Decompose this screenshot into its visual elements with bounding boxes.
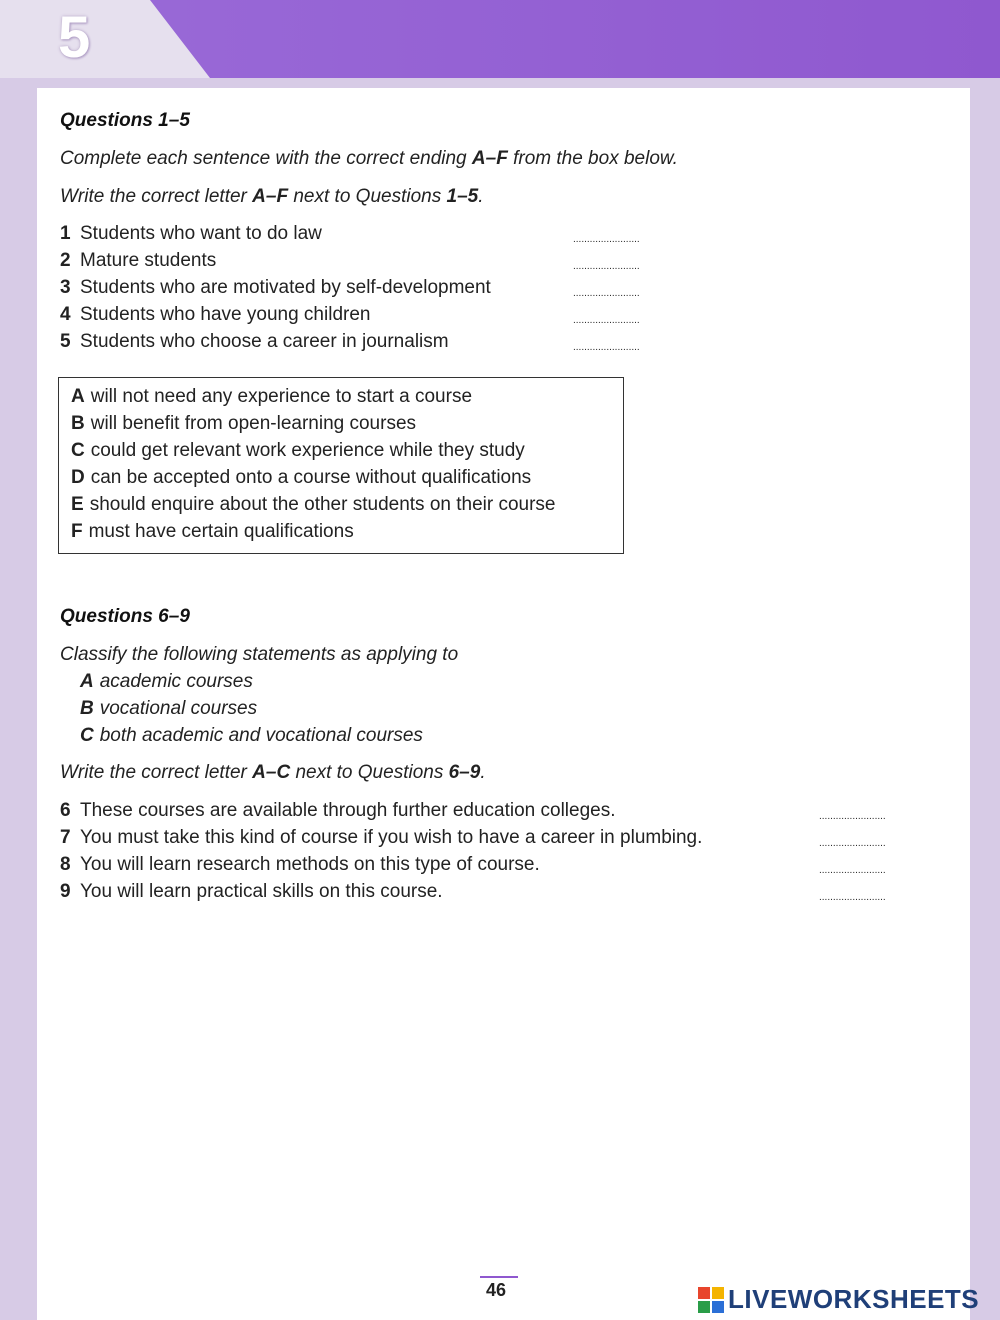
section1-instruction1: Complete each sentence with the correct ending A–F from the box below. — [60, 148, 678, 169]
answer-blank-1[interactable]: ........................ — [573, 234, 640, 245]
question-5: 5 Students who choose a career in journalism — [60, 331, 449, 352]
answer-blank-8[interactable]: ........................ — [819, 865, 886, 876]
answer-blank-4[interactable]: ........................ — [573, 315, 640, 326]
option-c: C both academic and vocational courses — [80, 725, 423, 746]
ending-b: B will benefit from open-learning courses — [71, 413, 417, 434]
ending-a: A will not need any experience to start a course — [71, 386, 473, 407]
answer-blank-2[interactable]: ........................ — [573, 261, 640, 272]
question-6: 6 These courses are available through further education colleges. — [60, 800, 616, 821]
section1-instruction2: Write the correct letter A–F next to Questions 1–5. — [60, 186, 484, 207]
answer-blank-3[interactable]: ........................ — [573, 288, 640, 299]
answer-blank-5[interactable]: ........................ — [573, 342, 640, 353]
section1-heading: Questions 1–5 — [60, 110, 190, 131]
unit-number: 5 — [58, 5, 91, 70]
liveworksheets-logo-icon — [698, 1287, 724, 1313]
ending-d: D can be accepted onto a course without qualifications — [71, 467, 532, 488]
option-b: B vocational courses — [80, 698, 258, 719]
ending-e: E should enquire about the other students on their course — [71, 494, 556, 515]
question-1: 1 Students who want to do law — [60, 223, 322, 244]
answer-blank-7[interactable]: ........................ — [819, 838, 886, 849]
answer-blank-6[interactable]: ........................ — [819, 811, 886, 822]
section2-instruction1: Classify the following statements as applying to — [60, 644, 459, 665]
liveworksheets-logo[interactable] — [698, 1284, 979, 1315]
option-a: A academic courses — [80, 671, 253, 692]
ending-f: F must have certain qualifications — [71, 521, 354, 542]
question-4: 4 Students who have young children — [60, 304, 371, 325]
section2-instruction2: Write the correct letter A–C next to Questions 6–9. — [60, 762, 486, 783]
page-number: 46 — [486, 1280, 507, 1300]
question-8: 8 You will learn research methods on this type of course. — [60, 854, 540, 875]
section2-heading: Questions 6–9 — [60, 606, 190, 627]
question-9: 9 You will learn practical skills on this course. — [60, 881, 443, 902]
question-3: 3 Students who are motivated by self-development — [60, 277, 491, 298]
endings-box — [58, 377, 624, 554]
page-number-rule — [480, 1276, 518, 1278]
liveworksheets-logo-text: LIVEWORKSHEETS — [728, 1284, 980, 1314]
answer-blank-9[interactable]: ........................ — [819, 892, 886, 903]
question-2: 2 Mature students — [60, 250, 217, 271]
question-7: 7 You must take this kind of course if you wish to have a career in plumbing. — [60, 827, 703, 848]
ending-c: C could get relevant work experience while they study — [71, 440, 525, 461]
